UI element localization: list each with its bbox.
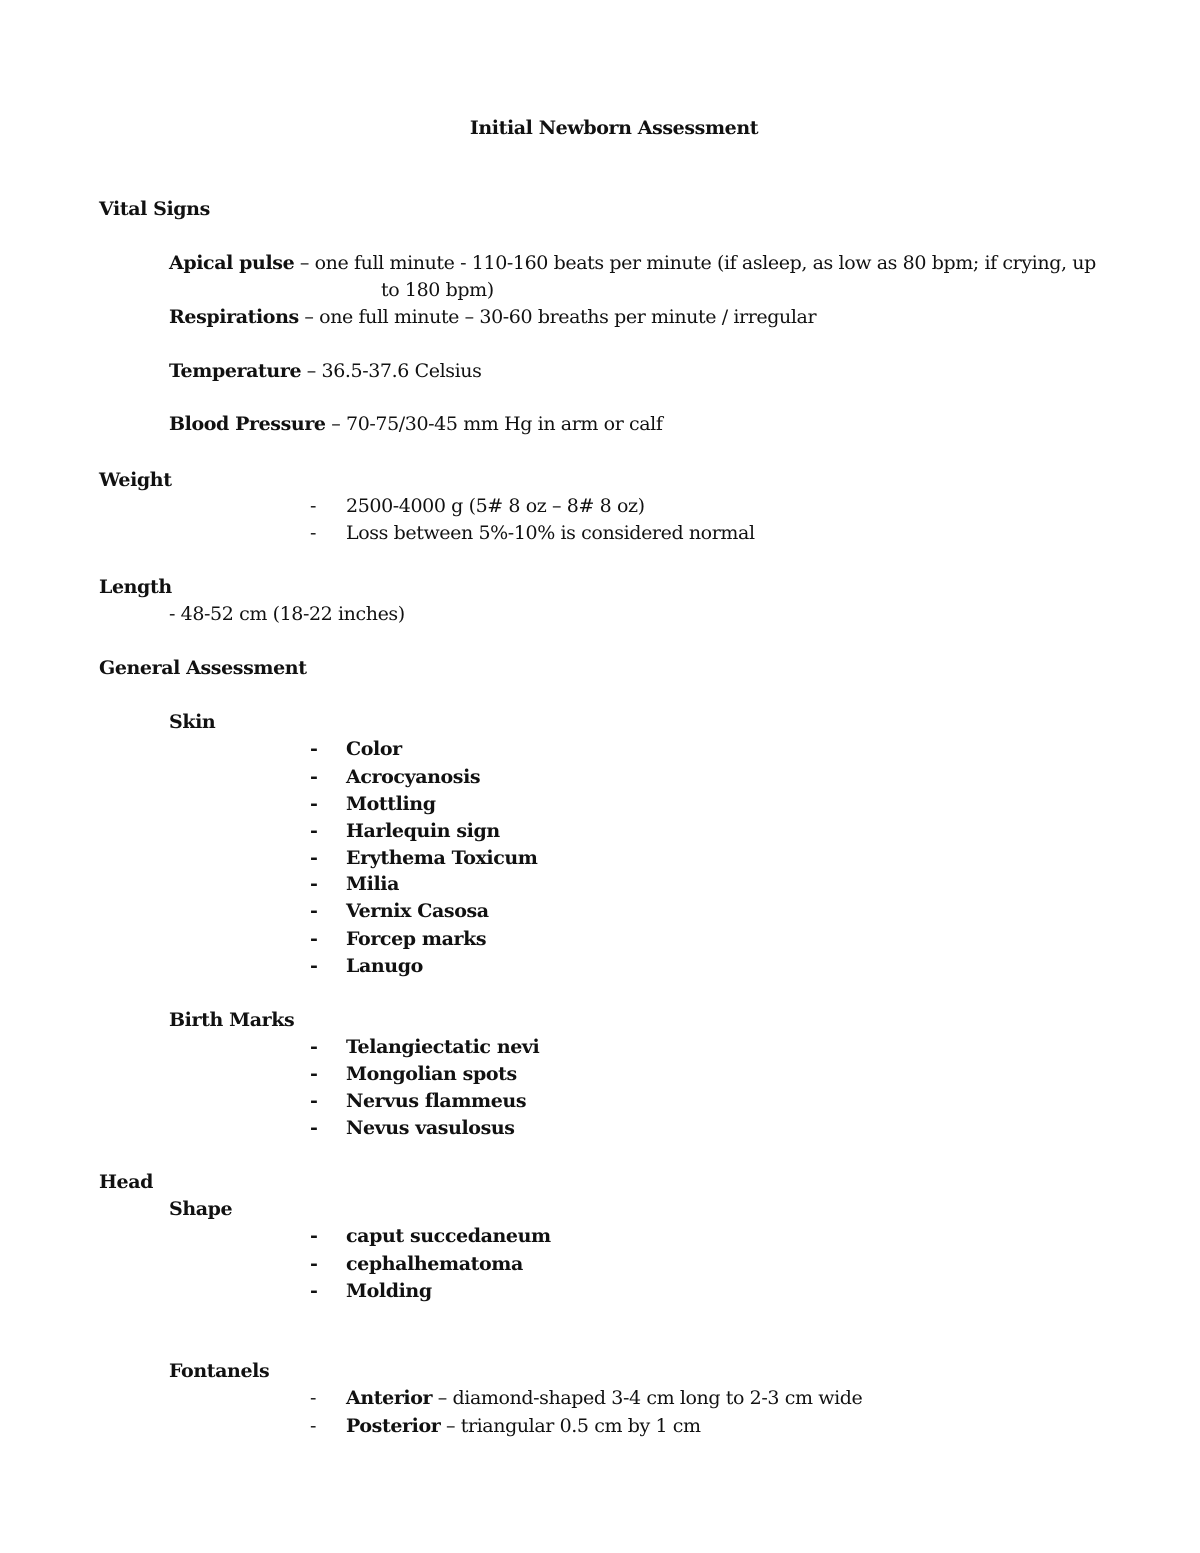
list-item — [310, 1115, 515, 1142]
general-assessment-heading: General Assessment — [99, 657, 307, 679]
dash-marker: - — [310, 1117, 318, 1139]
apical-pulse-text: – one full minute - 110-160 beats per minute (if asleep, as low as 80 bpm; if crying, up — [294, 252, 1096, 274]
length-value: - 48-52 cm (18-22 inches) — [169, 603, 405, 625]
weight-heading: Weight — [99, 469, 172, 491]
list-item — [310, 898, 489, 925]
birth-marks-heading: Birth Marks — [169, 1009, 295, 1031]
birth-mark-item: Nevus vasulosus — [346, 1117, 515, 1139]
skin-heading: Skin — [169, 711, 216, 733]
dash-marker: - — [310, 847, 318, 869]
dash-marker: - — [310, 1387, 317, 1409]
list-item — [310, 926, 486, 953]
dash-marker: - — [310, 1036, 318, 1058]
dash-marker: - — [310, 766, 318, 788]
birth-mark-item: Nervus flammeus — [346, 1090, 527, 1112]
list-item — [310, 1413, 701, 1440]
dash-marker: - — [310, 1090, 318, 1112]
apical-pulse-line — [169, 250, 1096, 277]
weight-loss-note: Loss between 5%-10% is considered normal — [346, 522, 755, 544]
dash-marker: - — [310, 928, 318, 950]
list-item — [310, 520, 755, 547]
dash-marker: - — [310, 820, 318, 842]
list-item — [310, 871, 399, 898]
skin-item: Lanugo — [346, 955, 423, 977]
respirations-line — [169, 304, 816, 331]
fontanels-heading: Fontanels — [169, 1360, 270, 1382]
shape-item: Molding — [346, 1280, 432, 1302]
dash-marker: - — [310, 955, 318, 977]
skin-item: Erythema Toxicum — [346, 847, 538, 869]
page-title: Initial Newborn Assessment — [469, 117, 759, 139]
blood-pressure-line — [169, 411, 663, 438]
dash-marker: - — [310, 1253, 318, 1275]
posterior-text: – triangular 0.5 cm by 1 cm — [440, 1415, 701, 1437]
temperature-text: – 36.5-37.6 Celsius — [301, 360, 482, 382]
shape-item: caput succedaneum — [346, 1225, 551, 1247]
skin-item: Mottling — [346, 793, 436, 815]
shape-item: cephalhematoma — [346, 1253, 523, 1275]
list-item — [310, 845, 538, 872]
dash-marker: - — [310, 1415, 317, 1437]
dash-marker: - — [310, 900, 318, 922]
dash-marker: - — [310, 522, 317, 544]
dash-marker: - — [310, 738, 318, 760]
list-item — [310, 818, 500, 845]
birth-mark-item: Mongolian spots — [346, 1063, 517, 1085]
list-item — [310, 1251, 523, 1278]
shape-heading: Shape — [169, 1198, 233, 1220]
respirations-label: Respirations — [169, 306, 299, 328]
list-item — [310, 493, 645, 520]
length-heading: Length — [99, 576, 172, 598]
blood-pressure-label: Blood Pressure — [169, 413, 326, 435]
dash-marker: - — [310, 793, 318, 815]
list-item — [310, 1278, 432, 1305]
apical-pulse-label: Apical pulse — [169, 252, 295, 274]
list-item — [310, 736, 402, 763]
dash-marker: - — [310, 873, 318, 895]
skin-item: Milia — [346, 873, 399, 895]
vital-signs-heading: Vital Signs — [99, 198, 210, 220]
dash-marker: - — [310, 1225, 318, 1247]
apical-pulse-continuation: to 180 bpm) — [381, 279, 494, 301]
list-item — [310, 953, 423, 980]
skin-item: Color — [346, 738, 402, 760]
skin-item: Acrocyanosis — [346, 766, 481, 788]
skin-item: Harlequin sign — [346, 820, 500, 842]
temperature-label: Temperature — [169, 360, 302, 382]
list-item — [310, 1385, 862, 1412]
list-item — [310, 1088, 526, 1115]
list-item — [310, 1061, 517, 1088]
weight-range: 2500-4000 g (5# 8 oz – 8# 8 oz) — [346, 495, 645, 517]
temperature-line — [169, 358, 481, 385]
list-item — [310, 764, 480, 791]
anterior-label: Anterior — [346, 1387, 433, 1409]
anterior-text: – diamond-shaped 3-4 cm long to 2-3 cm wide — [432, 1387, 863, 1409]
dash-marker: - — [310, 1280, 318, 1302]
dash-marker: - — [310, 495, 317, 517]
birth-mark-item: Telangiectatic nevi — [346, 1036, 540, 1058]
posterior-label: Posterior — [346, 1415, 441, 1437]
respirations-text: – one full minute – 30-60 breaths per minute / irregular — [298, 306, 817, 328]
dash-marker: - — [310, 1063, 318, 1085]
blood-pressure-text: – 70-75/30-45 mm Hg in arm or calf — [325, 413, 663, 435]
skin-item: Vernix Casosa — [346, 900, 489, 922]
list-item — [310, 1034, 539, 1061]
list-item — [310, 1223, 551, 1250]
skin-item: Forcep marks — [346, 928, 487, 950]
head-heading: Head — [99, 1171, 154, 1193]
list-item — [310, 791, 436, 818]
